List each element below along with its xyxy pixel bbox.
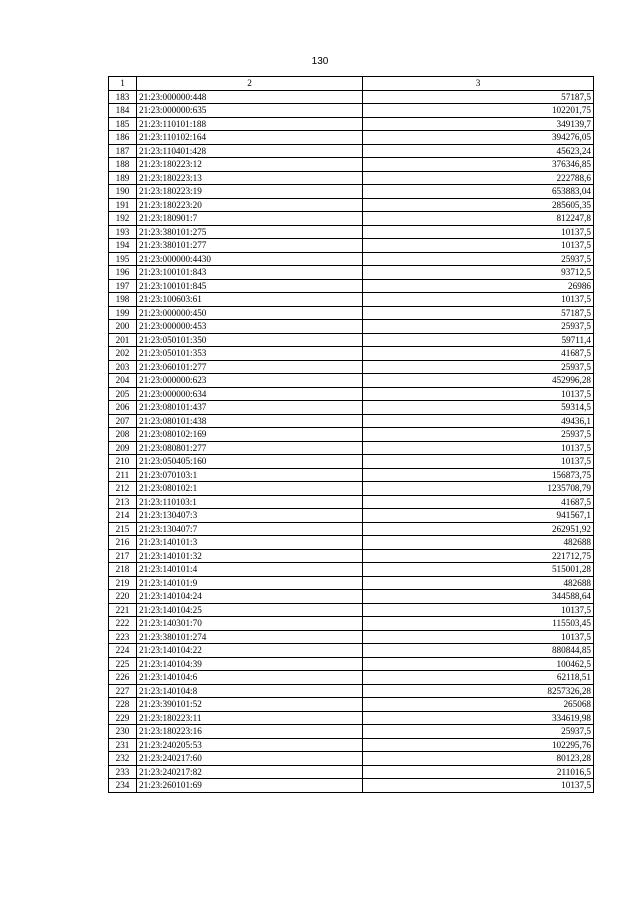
cadastral-number: 21:23:390101:52 [137, 698, 363, 712]
cadastral-number: 21:23:000000:4430 [137, 252, 363, 266]
cadastral-value: 41687,5 [363, 347, 594, 361]
table-row [109, 90, 594, 104]
cadastral-value: 10137,5 [363, 630, 594, 644]
table-row [109, 698, 594, 712]
cadastral-value: 653883,04 [363, 185, 594, 199]
row-index: 225 [109, 657, 137, 671]
cadastral-number: 21:23:000000:450 [137, 306, 363, 320]
row-index: 233 [109, 765, 137, 779]
row-index: 222 [109, 617, 137, 631]
cadastral-number: 21:23:240205:53 [137, 738, 363, 752]
table-row [109, 306, 594, 320]
cadastral-number: 21:23:240217:82 [137, 765, 363, 779]
row-index: 218 [109, 563, 137, 577]
cadastral-value: 285605,35 [363, 198, 594, 212]
table-row [109, 104, 594, 118]
cadastral-number: 21:23:110103:1 [137, 495, 363, 509]
cadastral-value: 941567,1 [363, 509, 594, 523]
cadastral-value: 25937,5 [363, 428, 594, 442]
cadastral-value: 45623,24 [363, 144, 594, 158]
table-row [109, 549, 594, 563]
cadastral-value: 115503,45 [363, 617, 594, 631]
table-row [109, 455, 594, 469]
cadastral-value: 25937,5 [363, 252, 594, 266]
row-index: 205 [109, 387, 137, 401]
cadastral-value: 265068 [363, 698, 594, 712]
row-index: 204 [109, 374, 137, 388]
cadastral-number: 21:23:380101:277 [137, 239, 363, 253]
cadastral-number: 21:23:140104:8 [137, 684, 363, 698]
cadastral-number: 21:23:080101:438 [137, 414, 363, 428]
cadastral-number: 21:23:180223:12 [137, 158, 363, 172]
cadastral-number: 21:23:000000:635 [137, 104, 363, 118]
cadastral-value: 25937,5 [363, 320, 594, 334]
cadastral-value: 812247,8 [363, 212, 594, 226]
table-body [109, 90, 594, 792]
table-row [109, 684, 594, 698]
table-row [109, 711, 594, 725]
cadastral-value: 156873,75 [363, 468, 594, 482]
cadastral-value: 10137,5 [363, 603, 594, 617]
table-row [109, 725, 594, 739]
cadastral-value: 221712,75 [363, 549, 594, 563]
cadastral-number: 21:23:080801:277 [137, 441, 363, 455]
page-number: 130 [311, 56, 329, 67]
row-index: 215 [109, 522, 137, 536]
cadastral-value: 452996,28 [363, 374, 594, 388]
table-row [109, 401, 594, 415]
cadastral-number: 21:23:180223:13 [137, 171, 363, 185]
cadastral-value: 10137,5 [363, 455, 594, 469]
row-index: 227 [109, 684, 137, 698]
table-row [109, 185, 594, 199]
cadastral-number: 21:23:130407:7 [137, 522, 363, 536]
cadastral-number: 21:23:180223:11 [137, 711, 363, 725]
row-index: 203 [109, 360, 137, 374]
column-header-index: 1 [109, 77, 137, 91]
table-row [109, 144, 594, 158]
row-index: 196 [109, 266, 137, 280]
table-row [109, 752, 594, 766]
cadastral-number: 21:23:000000:623 [137, 374, 363, 388]
cadastral-value: 93712,5 [363, 266, 594, 280]
cadastral-number: 21:23:100603:61 [137, 293, 363, 307]
table-row [109, 441, 594, 455]
cadastral-value: 1235708,79 [363, 482, 594, 496]
row-index: 207 [109, 414, 137, 428]
table-row [109, 171, 594, 185]
cadastral-value: 10137,5 [363, 225, 594, 239]
cadastral-value: 8257326,28 [363, 684, 594, 698]
table-row [109, 576, 594, 590]
row-index: 220 [109, 590, 137, 604]
cadastral-number: 21:23:110102:164 [137, 131, 363, 145]
row-index: 199 [109, 306, 137, 320]
cadastral-value: 49436,1 [363, 414, 594, 428]
cadastral-value: 394276,05 [363, 131, 594, 145]
cadastral-number: 21:23:180223:16 [137, 725, 363, 739]
column-header-cadastral-number: 2 [137, 77, 363, 91]
table-row [109, 671, 594, 685]
table-row [109, 630, 594, 644]
row-index: 214 [109, 509, 137, 523]
row-index: 206 [109, 401, 137, 415]
table-row [109, 360, 594, 374]
cadastral-number: 21:23:140101:3 [137, 536, 363, 550]
cadastral-number: 21:23:180223:20 [137, 198, 363, 212]
row-index: 224 [109, 644, 137, 658]
cadastral-number: 21:23:080102:1 [137, 482, 363, 496]
row-index: 197 [109, 279, 137, 293]
cadastral-number: 21:23:380101:274 [137, 630, 363, 644]
table-row [109, 347, 594, 361]
row-index: 185 [109, 117, 137, 131]
table-row [109, 482, 594, 496]
cadastral-value: 376346,85 [363, 158, 594, 172]
cadastral-value: 482688 [363, 536, 594, 550]
cadastral-value: 102295,76 [363, 738, 594, 752]
table-row [109, 117, 594, 131]
cadastral-number: 21:23:100101:845 [137, 279, 363, 293]
table-header [109, 77, 594, 91]
table-row [109, 738, 594, 752]
row-index: 208 [109, 428, 137, 442]
table-row [109, 468, 594, 482]
cadastral-value: 482688 [363, 576, 594, 590]
table-row [109, 603, 594, 617]
row-index: 191 [109, 198, 137, 212]
cadastral-value: 10137,5 [363, 441, 594, 455]
table-row [109, 414, 594, 428]
row-index: 183 [109, 90, 137, 104]
table-row [109, 131, 594, 145]
cadastral-value: 515001,28 [363, 563, 594, 577]
row-index: 234 [109, 779, 137, 793]
table-row [109, 617, 594, 631]
row-index: 226 [109, 671, 137, 685]
cadastral-value: 62118,51 [363, 671, 594, 685]
table-row [109, 563, 594, 577]
row-index: 212 [109, 482, 137, 496]
cadastral-number: 21:23:140104:25 [137, 603, 363, 617]
cadastral-number: 21:23:140301:70 [137, 617, 363, 631]
row-index: 213 [109, 495, 137, 509]
cadastral-value: 57187,5 [363, 90, 594, 104]
table-row [109, 387, 594, 401]
cadastral-number: 21:23:110401:428 [137, 144, 363, 158]
row-index: 192 [109, 212, 137, 226]
cadastral-value: 10137,5 [363, 239, 594, 253]
row-index: 190 [109, 185, 137, 199]
cadastral-number: 21:23:000000:448 [137, 90, 363, 104]
cadastral-number: 21:23:050405:160 [137, 455, 363, 469]
table-row [109, 644, 594, 658]
cadastral-number: 21:23:140101:9 [137, 576, 363, 590]
cadastral-number: 21:23:140104:22 [137, 644, 363, 658]
row-index: 232 [109, 752, 137, 766]
cadastral-number: 21:23:140104:39 [137, 657, 363, 671]
cadastral-number: 21:23:050101:353 [137, 347, 363, 361]
cadastral-value: 222788,6 [363, 171, 594, 185]
table-row [109, 158, 594, 172]
cadastral-number: 21:23:060101:277 [137, 360, 363, 374]
cadastral-number: 21:23:260101:69 [137, 779, 363, 793]
table-row [109, 198, 594, 212]
row-index: 229 [109, 711, 137, 725]
row-index: 195 [109, 252, 137, 266]
table-row [109, 522, 594, 536]
cadastral-value: 334619,98 [363, 711, 594, 725]
row-index: 187 [109, 144, 137, 158]
table-row [109, 279, 594, 293]
cadastral-number: 21:23:000000:634 [137, 387, 363, 401]
table-row [109, 657, 594, 671]
cadastral-value: 100462,5 [363, 657, 594, 671]
row-index: 230 [109, 725, 137, 739]
table-row [109, 320, 594, 334]
cadastral-values-table [108, 76, 594, 793]
table-row [109, 266, 594, 280]
row-index: 193 [109, 225, 137, 239]
row-index: 221 [109, 603, 137, 617]
table-row [109, 536, 594, 550]
row-index: 228 [109, 698, 137, 712]
cadastral-number: 21:23:140101:4 [137, 563, 363, 577]
cadastral-value: 10137,5 [363, 293, 594, 307]
table-header-row [109, 77, 594, 91]
cadastral-value: 59711,4 [363, 333, 594, 347]
row-index: 219 [109, 576, 137, 590]
row-index: 202 [109, 347, 137, 361]
cadastral-number: 21:23:180901:7 [137, 212, 363, 226]
cadastral-value: 26986 [363, 279, 594, 293]
cadastral-number: 21:23:140104:24 [137, 590, 363, 604]
cadastral-value: 344588,64 [363, 590, 594, 604]
table-row [109, 225, 594, 239]
row-index: 189 [109, 171, 137, 185]
table-row [109, 765, 594, 779]
cadastral-number: 21:23:140101:32 [137, 549, 363, 563]
row-index: 201 [109, 333, 137, 347]
row-index: 194 [109, 239, 137, 253]
cadastral-value: 349139,7 [363, 117, 594, 131]
cadastral-number: 21:23:240217:60 [137, 752, 363, 766]
cadastral-value: 102201,75 [363, 104, 594, 118]
table-row [109, 509, 594, 523]
table-row [109, 333, 594, 347]
cadastral-value: 880844,85 [363, 644, 594, 658]
row-index: 184 [109, 104, 137, 118]
cadastral-number: 21:23:130407:3 [137, 509, 363, 523]
row-index: 217 [109, 549, 137, 563]
cadastral-number: 21:23:000000:453 [137, 320, 363, 334]
cadastral-number: 21:23:380101:275 [137, 225, 363, 239]
table-row [109, 374, 594, 388]
cadastral-number: 21:23:100101:843 [137, 266, 363, 280]
cadastral-number: 21:23:070103:1 [137, 468, 363, 482]
table-row [109, 495, 594, 509]
cadastral-value: 41687,5 [363, 495, 594, 509]
table-row [109, 239, 594, 253]
table-row [109, 212, 594, 226]
row-index: 223 [109, 630, 137, 644]
row-index: 231 [109, 738, 137, 752]
cadastral-number: 21:23:080102:169 [137, 428, 363, 442]
row-index: 211 [109, 468, 137, 482]
cadastral-value: 211016,5 [363, 765, 594, 779]
column-header-value: 3 [363, 77, 594, 91]
cadastral-value: 262951,92 [363, 522, 594, 536]
cadastral-value: 57187,5 [363, 306, 594, 320]
row-index: 209 [109, 441, 137, 455]
cadastral-value: 25937,5 [363, 360, 594, 374]
cadastral-value: 10137,5 [363, 387, 594, 401]
table-row [109, 779, 594, 793]
cadastral-value: 10137,5 [363, 779, 594, 793]
cadastral-value: 80123,28 [363, 752, 594, 766]
cadastral-value: 59314,5 [363, 401, 594, 415]
row-index: 198 [109, 293, 137, 307]
cadastral-number: 21:23:140104:6 [137, 671, 363, 685]
cadastral-value: 25937,5 [363, 725, 594, 739]
row-index: 200 [109, 320, 137, 334]
row-index: 210 [109, 455, 137, 469]
table-row [109, 252, 594, 266]
cadastral-number: 21:23:180223:19 [137, 185, 363, 199]
cadastral-number: 21:23:080101:437 [137, 401, 363, 415]
table-row [109, 590, 594, 604]
row-index: 216 [109, 536, 137, 550]
row-index: 186 [109, 131, 137, 145]
cadastral-number: 21:23:110101:188 [137, 117, 363, 131]
table-row [109, 293, 594, 307]
table-row [109, 428, 594, 442]
cadastral-number: 21:23:050101:350 [137, 333, 363, 347]
row-index: 188 [109, 158, 137, 172]
